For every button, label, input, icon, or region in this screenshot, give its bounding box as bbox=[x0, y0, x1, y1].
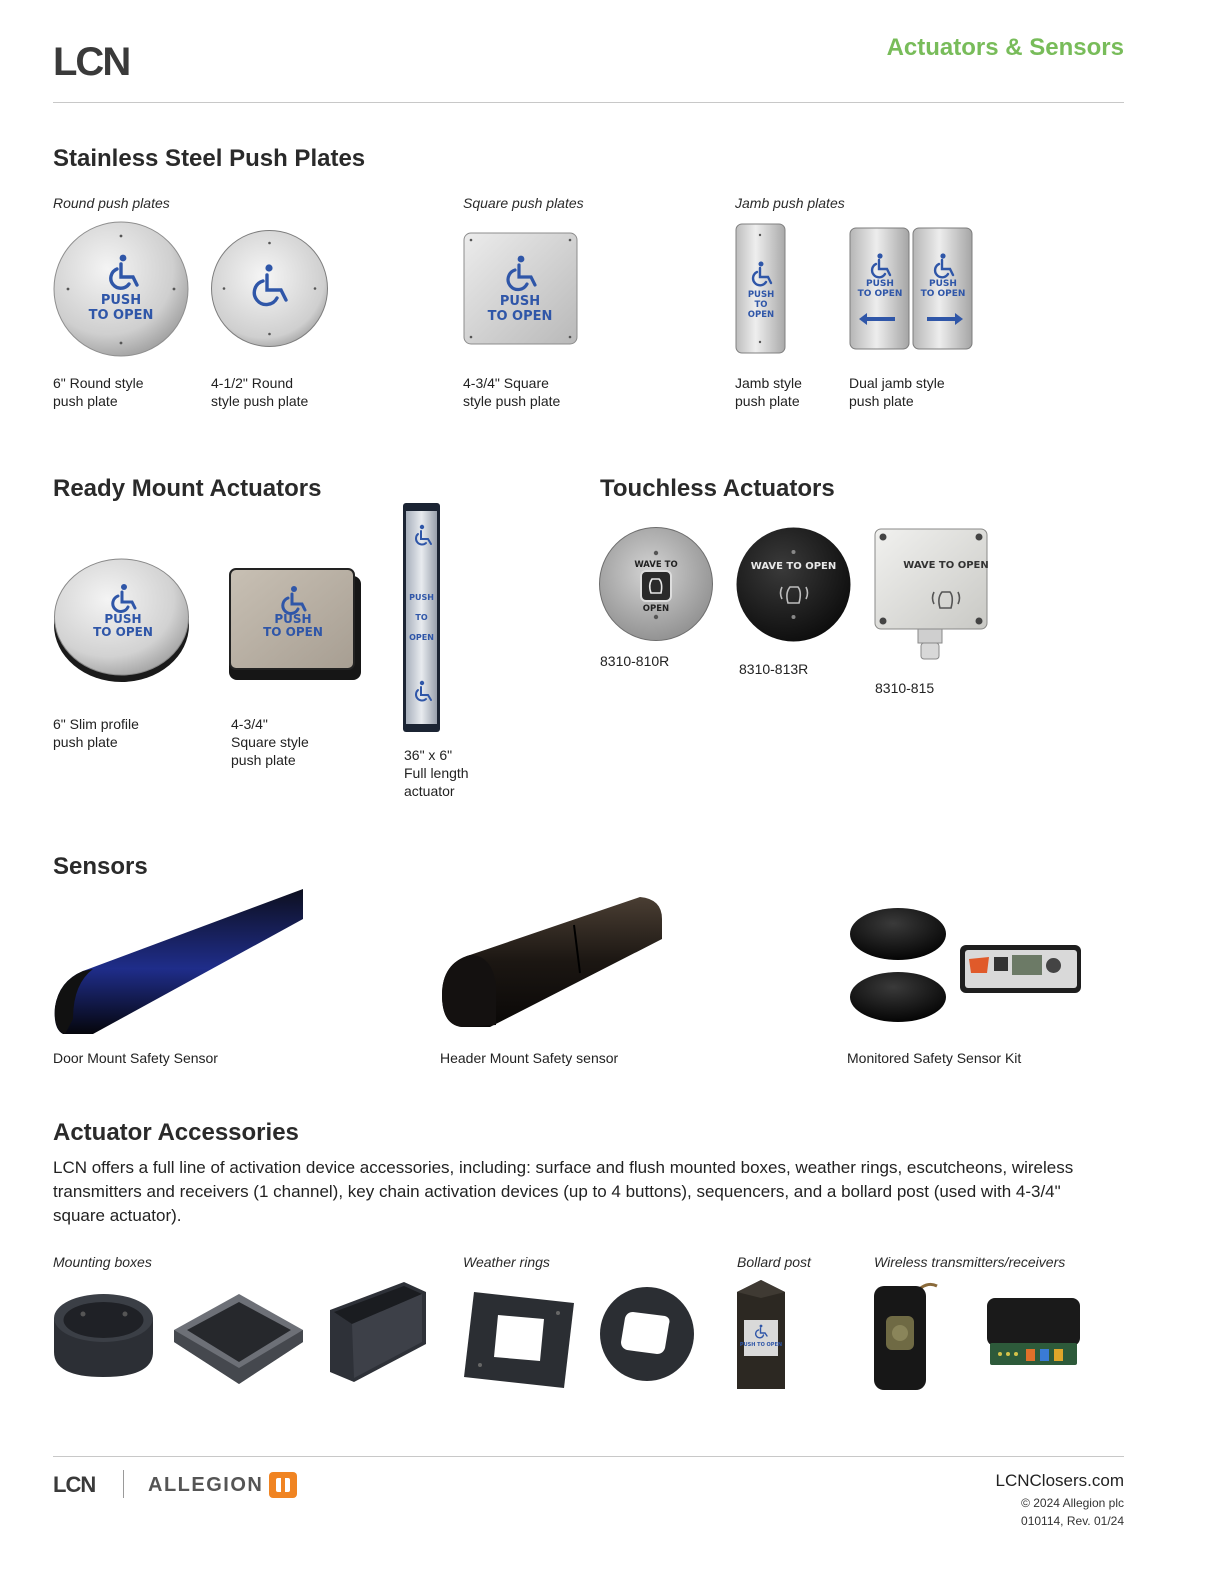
full-length-actuator-image bbox=[403, 503, 440, 732]
tl-810-line2: OPEN bbox=[642, 604, 670, 614]
accessories-heading: Actuator Accessories bbox=[53, 1119, 299, 1146]
full-length-line1: PUSH bbox=[409, 593, 434, 602]
bollard-post-label: Bollard post bbox=[737, 1254, 811, 1270]
tl-810-caption: 8310-810R bbox=[600, 653, 670, 669]
allegion-mark-icon bbox=[269, 1472, 297, 1498]
slim-plate-line2: TO OPEN bbox=[93, 625, 153, 639]
website-link[interactable]: LCNClosers.com bbox=[995, 1471, 1124, 1490]
sensors-heading: Sensors bbox=[53, 853, 148, 880]
rm-square-caption: 4-3/4" Square style push plate bbox=[231, 716, 309, 768]
jamb-plate-line1: PUSH bbox=[747, 290, 775, 300]
lcn-logo-text: LCN bbox=[53, 40, 130, 84]
square-plate-line1: PUSH bbox=[499, 294, 541, 309]
accessories-paragraph: LCN offers a full line of activation device accessories, including: surface and flush mounted boxes, weather rings, escutcheons, wireless transmitters and receivers (1 channel), key chain activation devices (up to 4 buttons), sequencers, and a bollard post (used with 4-3/4" square actuator). bbox=[53, 1158, 1074, 1225]
touchless-8310-815-image bbox=[874, 528, 988, 662]
touchless-8310-810r-image bbox=[599, 527, 713, 641]
push-plates-heading: Stainless Steel Push Plates bbox=[53, 145, 366, 172]
full-length-caption: 36" x 6" Full length actuator bbox=[404, 747, 469, 799]
dual-jamb-left-line1: PUSH bbox=[866, 279, 894, 289]
jamb-plate-caption: Jamb style push plate bbox=[735, 375, 802, 409]
tl-815-caption: 8310-815 bbox=[875, 680, 935, 696]
wireless-label: Wireless transmitters/receivers bbox=[874, 1254, 1066, 1270]
dual-jamb-plate-caption: Dual jamb style push plate bbox=[849, 375, 945, 409]
square-plates-label: Square push plates bbox=[463, 195, 584, 211]
document-id: 010114, Rev. 01/24 bbox=[1021, 1514, 1124, 1528]
page-title: Actuators & Sensors bbox=[886, 34, 1124, 61]
square-plate-line2: TO OPEN bbox=[487, 309, 553, 324]
rm-square-line1: PUSH bbox=[274, 612, 312, 626]
square-mounting-box-image bbox=[173, 1290, 304, 1386]
footer-divider bbox=[53, 1456, 1124, 1457]
dual-jamb-push-plate-image bbox=[849, 227, 973, 350]
mounting-boxes-label: Mounting boxes bbox=[53, 1254, 152, 1270]
tl-815-line1: WAVE TO OPEN bbox=[903, 560, 989, 571]
door-mount-caption: Door Mount Safety Sensor bbox=[53, 1050, 218, 1066]
copyright-text: © 2024 Allegion plc bbox=[1021, 1496, 1124, 1510]
round-mounting-box-image bbox=[53, 1292, 154, 1378]
footer-logo-divider bbox=[123, 1470, 124, 1498]
square-weather-ring-image bbox=[464, 1291, 575, 1389]
slim-profile-push-plate-image bbox=[53, 557, 190, 683]
round-plates-label: Round push plates bbox=[53, 195, 170, 211]
slim-plate-line1: PUSH bbox=[104, 612, 142, 626]
touchless-8310-813r-image bbox=[736, 527, 851, 642]
round-4-5in-push-plate-image bbox=[211, 230, 328, 347]
key-fob-transmitter-image bbox=[873, 1278, 939, 1391]
jamb-plate-line3: OPEN bbox=[747, 310, 775, 320]
jamb-plate-line2: TO bbox=[754, 300, 768, 310]
monitored-kit-caption: Monitored Safety Sensor Kit bbox=[847, 1050, 1022, 1066]
tl-813-line1: WAVE TO OPEN bbox=[750, 561, 837, 572]
tl-813-caption: 8310-813R bbox=[739, 661, 809, 677]
round-6in-line2: TO OPEN bbox=[88, 308, 154, 323]
square-push-plate-image bbox=[463, 232, 578, 345]
wireless-receiver-image bbox=[986, 1297, 1081, 1367]
rm-square-line2: TO OPEN bbox=[263, 625, 323, 639]
lcn-logo bbox=[53, 40, 129, 84]
allegion-logo bbox=[148, 1470, 297, 1500]
weather-rings-label: Weather rings bbox=[463, 1254, 550, 1270]
dual-jamb-right-line1: PUSH bbox=[929, 279, 957, 289]
header-mount-caption: Header Mount Safety sensor bbox=[440, 1050, 619, 1066]
door-mount-sensor-image bbox=[53, 889, 304, 1038]
round-6in-push-plate-image bbox=[53, 222, 189, 356]
narrow-mounting-box-image bbox=[328, 1280, 427, 1383]
jamb-plates-label: Jamb push plates bbox=[735, 195, 845, 211]
touchless-heading: Touchless Actuators bbox=[600, 475, 835, 502]
footer-lcn-logo: LCN bbox=[53, 1472, 96, 1497]
header-divider bbox=[53, 102, 1124, 103]
dual-jamb-left-line2: TO OPEN bbox=[857, 289, 903, 299]
dual-jamb-right-line2: TO OPEN bbox=[920, 289, 966, 299]
round-6in-line1: PUSH bbox=[100, 293, 142, 308]
ready-mount-square-plate-image bbox=[227, 568, 361, 682]
allegion-wordmark: ALLEGION bbox=[148, 1473, 264, 1496]
monitored-sensor-kit-image bbox=[849, 907, 1083, 1023]
full-length-line3: OPEN bbox=[409, 633, 434, 642]
bollard-post-image bbox=[737, 1280, 786, 1389]
bollard-label: PUSH TO OPEN bbox=[739, 1342, 783, 1348]
round-6in-caption: 6" Round style push plate bbox=[53, 375, 144, 409]
full-length-line2: TO bbox=[415, 613, 428, 622]
round-weather-ring-image bbox=[599, 1286, 695, 1382]
ready-mount-heading: Ready Mount Actuators bbox=[53, 475, 322, 502]
slim-profile-caption: 6" Slim profile push plate bbox=[53, 716, 139, 750]
square-plate-caption: 4-3/4" Square style push plate bbox=[463, 375, 561, 409]
jamb-push-plate-image bbox=[735, 223, 786, 354]
tl-810-line1: WAVE TO bbox=[634, 560, 678, 570]
round-4-5in-caption: 4-1/2" Round style push plate bbox=[211, 375, 309, 409]
header-mount-sensor-image bbox=[440, 895, 663, 1030]
